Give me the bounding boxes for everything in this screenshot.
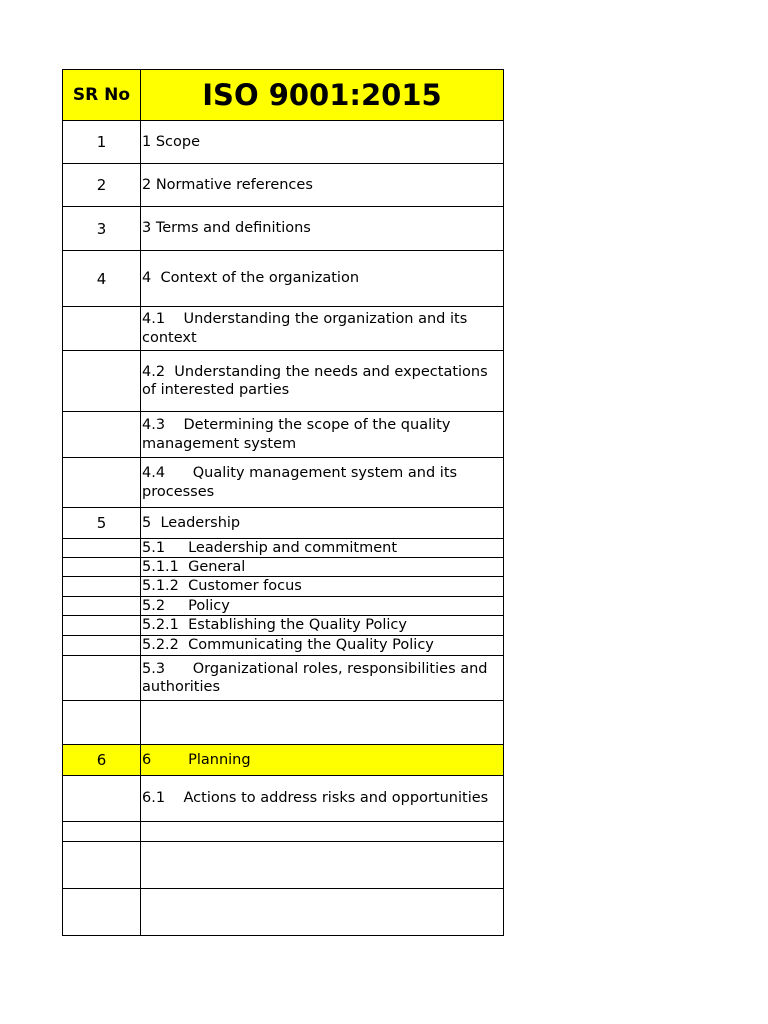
clause-cell: 4.2 Understanding the needs and expectations of interested parties: [141, 351, 504, 411]
sr-no-cell: 2: [63, 164, 141, 206]
sr-no-cell: [63, 597, 141, 615]
sr-no-cell: 3: [63, 207, 141, 250]
table-row: [63, 207, 504, 251]
table-row: [63, 656, 504, 701]
table-row: [63, 307, 504, 351]
table-row: [63, 616, 504, 636]
sr-no-cell: 1: [63, 121, 141, 163]
sr-no-cell: [63, 889, 141, 935]
table-row: [63, 351, 504, 412]
table-row: [63, 412, 504, 458]
clause-cell: [141, 889, 504, 935]
table-row: [63, 121, 504, 164]
clause-cell: 1 Scope: [141, 121, 504, 163]
table-header-row: [63, 70, 504, 121]
sr-no-cell: [63, 616, 141, 635]
table-row: [63, 558, 504, 577]
sr-no-cell: [63, 539, 141, 557]
sr-no-cell: [63, 558, 141, 576]
sr-no-cell: [63, 701, 141, 744]
clause-cell: 4.4 Quality management system and its processes: [141, 458, 504, 507]
clause-cell: 4.3 Determining the scope of the quality management system: [141, 412, 504, 457]
clause-cell: 5.1 Leadership and commitment: [141, 539, 504, 557]
table-row: [63, 458, 504, 508]
table-title: ISO 9001:2015: [141, 70, 504, 120]
sr-no-cell: [63, 822, 141, 841]
sr-no-cell: [63, 458, 141, 507]
sr-no-cell: [63, 656, 141, 700]
table-row: [63, 577, 504, 597]
table-row: [63, 636, 504, 656]
clause-cell: [141, 842, 504, 888]
sr-no-cell: 6: [63, 745, 141, 775]
clause-cell: [141, 701, 504, 744]
table-row: [63, 822, 504, 842]
clause-cell: 3 Terms and definitions: [141, 207, 504, 250]
sr-no-cell: 5: [63, 508, 141, 538]
table-row: [63, 889, 504, 936]
table-row: [63, 251, 504, 307]
sr-no-header: SR No: [63, 70, 141, 120]
iso-clause-table: [62, 69, 504, 936]
clause-cell: 6.1 Actions to address risks and opportunities: [141, 776, 504, 821]
sr-no-cell: [63, 842, 141, 888]
clause-cell: 5.2.1 Establishing the Quality Policy: [141, 616, 504, 635]
sr-no-cell: [63, 776, 141, 821]
clause-cell: 6 Planning: [141, 745, 504, 775]
clause-cell: 4 Context of the organization: [141, 251, 504, 306]
clause-cell: 5.2.2 Communicating the Quality Policy: [141, 636, 504, 655]
clause-cell: 2 Normative references: [141, 164, 504, 206]
table-row: [63, 164, 504, 207]
clause-cell: 5 Leadership: [141, 508, 504, 538]
sr-no-cell: [63, 636, 141, 655]
clause-cell: 4.1 Understanding the organization and its context: [141, 307, 504, 350]
clause-cell: 5.2 Policy: [141, 597, 504, 615]
clause-cell: 5.3 Organizational roles, responsibilities and authorities: [141, 656, 504, 700]
clause-cell: 5.1.1 General: [141, 558, 504, 576]
table-row: [63, 508, 504, 539]
clause-cell: [141, 822, 504, 841]
clause-cell: 5.1.2 Customer focus: [141, 577, 504, 596]
table-row: [63, 539, 504, 558]
table-row: [63, 776, 504, 822]
table-row: [63, 597, 504, 616]
sr-no-cell: [63, 577, 141, 596]
table-row: [63, 701, 504, 745]
table-row-highlighted: [63, 745, 504, 776]
sr-no-cell: [63, 412, 141, 457]
sr-no-cell: [63, 307, 141, 350]
table-row: [63, 842, 504, 889]
sr-no-cell: 4: [63, 251, 141, 306]
sr-no-cell: [63, 351, 141, 411]
